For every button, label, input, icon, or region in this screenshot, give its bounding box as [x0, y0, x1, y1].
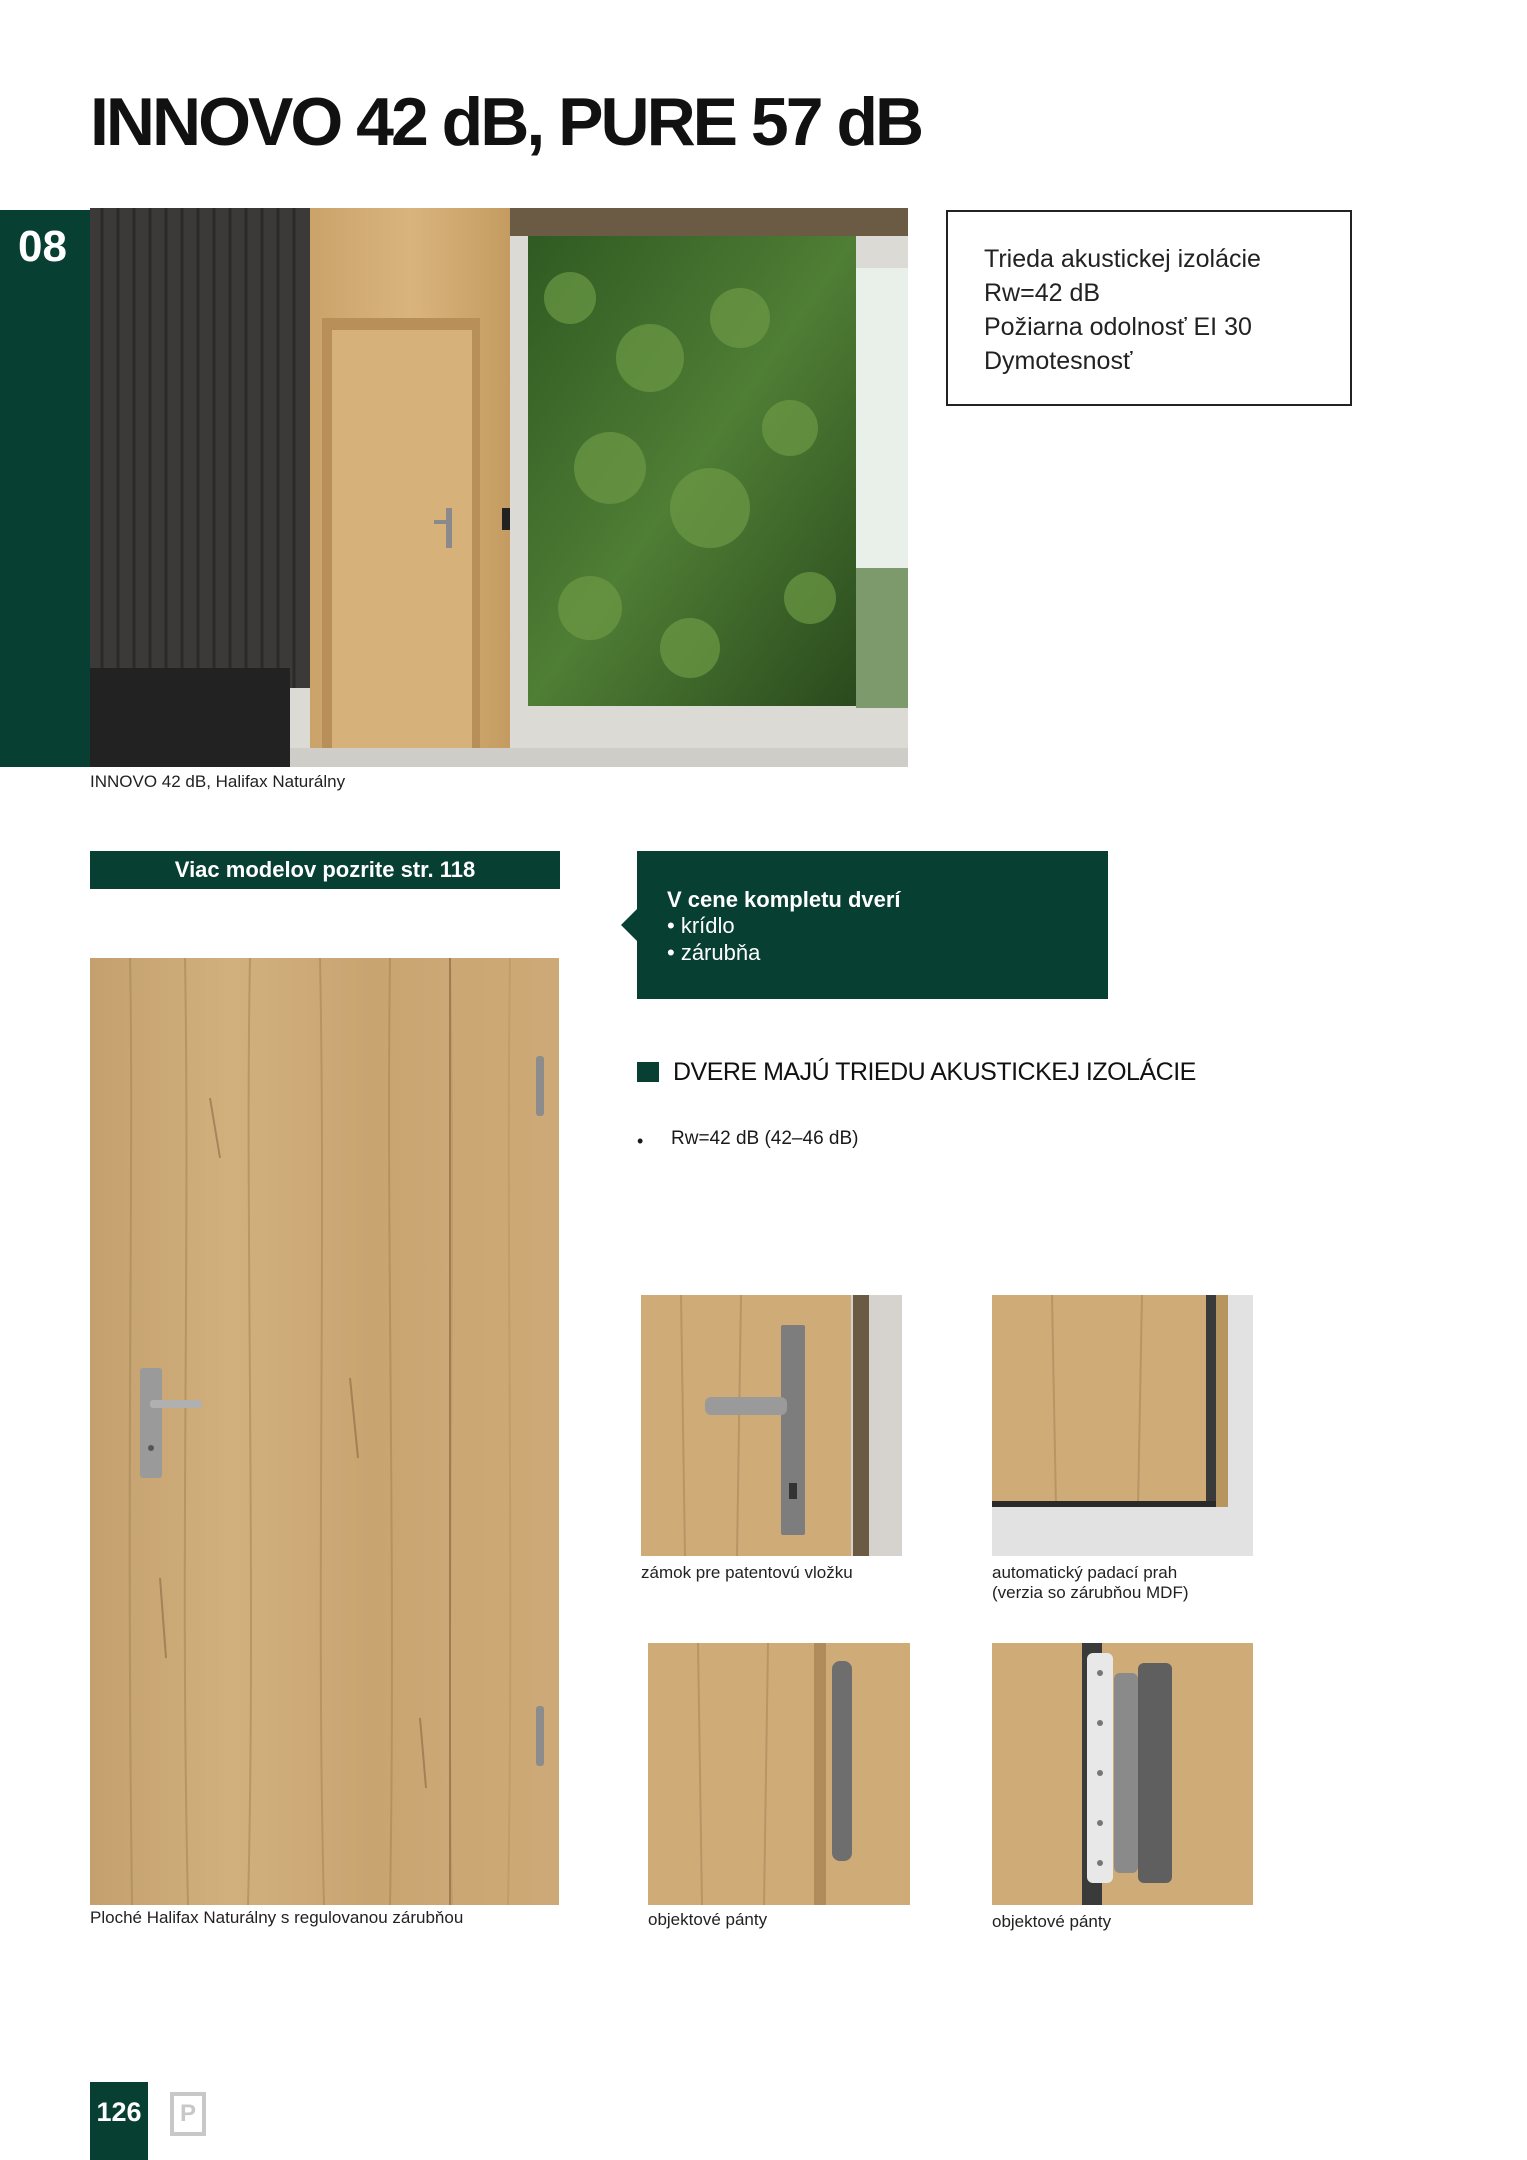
spec-line: Rw=42 dB [984, 279, 1101, 307]
section-marker [637, 1062, 659, 1082]
hinge-caption-2: objektové pánty [992, 1912, 1112, 1931]
price-item: • krídlo [667, 913, 735, 938]
more-models-link[interactable]: Viac modelov pozrite str. 118 [90, 851, 560, 889]
hinge-caption-1: objektové pánty [648, 1910, 768, 1929]
threshold-caption-line: automatický padací prah [992, 1563, 1178, 1582]
lock-photo [641, 1295, 902, 1556]
logo-icon: P [170, 2092, 206, 2136]
acoustic-value: Rw=42 dB (42–46 dB) [671, 1128, 859, 1149]
threshold-photo [992, 1295, 1253, 1556]
spec-box [946, 210, 1352, 406]
price-item: • zárubňa [667, 940, 761, 965]
price-box [637, 851, 1108, 999]
acoustic-title: DVERE MAJÚ TRIEDU AKUSTICKEJ IZOLÁCIE [673, 1058, 1196, 1086]
door-photo [90, 958, 559, 1905]
hero-photo [90, 208, 908, 767]
section-band [0, 210, 90, 767]
hinge-photo-1 [648, 1643, 910, 1905]
hero-caption: INNOVO 42 dB, Halifax Naturálny [90, 772, 346, 791]
spec-line: Trieda akustickej izolácie [984, 245, 1261, 273]
page-number: 126 [90, 2082, 148, 2160]
spec-line: Dymotesnosť [984, 347, 1133, 375]
section-number: 08 [18, 222, 67, 271]
bullet: • [637, 1131, 644, 1151]
door-caption: Ploché Halifax Naturálny s regulovanou zárubňou [90, 1908, 464, 1927]
lock-caption: zámok pre patentovú vložku [641, 1563, 853, 1582]
hinge-photo-2 [992, 1643, 1253, 1905]
threshold-caption-line: (verzia so zárubňou MDF) [992, 1583, 1189, 1602]
price-heading: V cene kompletu dverí [667, 887, 901, 912]
page-title: INNOVO 42 dB, PURE 57 dB [90, 84, 922, 160]
spec-line: Požiarna odolnosť EI 30 [984, 313, 1252, 341]
